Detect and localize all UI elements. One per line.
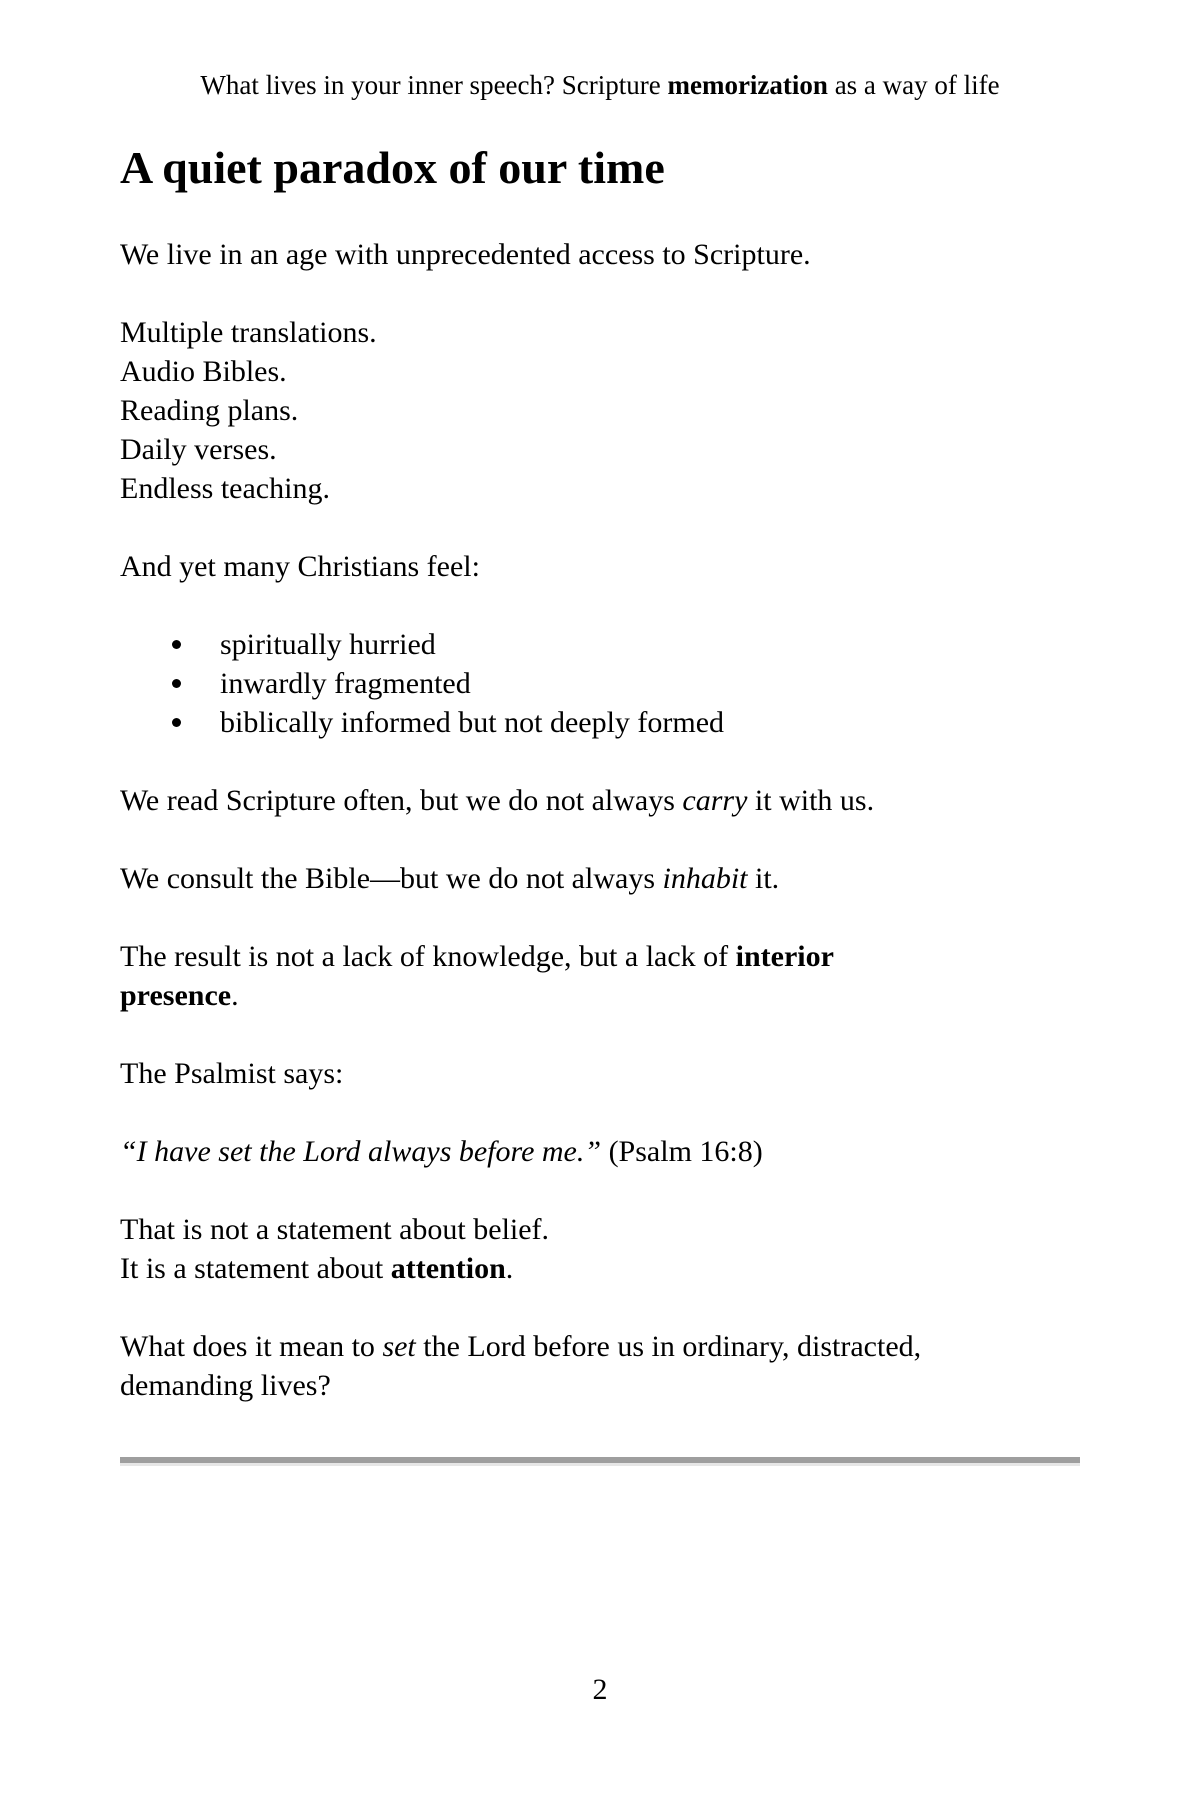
horizontal-rule-shadow (120, 1463, 1080, 1466)
stanza-line-3: Reading plans. (120, 394, 299, 427)
paragraph-inhabit (120, 859, 1080, 898)
paragraph-carry (120, 781, 1080, 820)
paragraph-result (120, 937, 1080, 1015)
bullet-dot-icon (172, 640, 181, 649)
header-text-before: What lives in your inner speech? Scripture (200, 70, 668, 100)
inhabit-italic: inhabit (662, 862, 748, 895)
stanza-line-2: Audio Bibles. (120, 355, 287, 388)
page-title: A quiet paradox of our time (120, 142, 665, 193)
carry-text-before: We read Scripture often, but we do not always (120, 784, 683, 817)
bullet-dot-icon (172, 679, 181, 688)
running-header (120, 70, 1080, 100)
list-item (120, 703, 1080, 742)
result-text-after: . (231, 979, 239, 1012)
page-number: 2 (592, 1673, 608, 1706)
paragraph-quote (120, 1132, 1080, 1171)
list-item (120, 625, 1080, 664)
header-text-bold: memorization (667, 70, 828, 100)
paragraph-psalmist: The Psalmist says: (120, 1057, 344, 1090)
question-text-line2: demanding lives? (120, 1369, 331, 1402)
belief-bold: attention (390, 1252, 506, 1285)
stanza-line-1: Multiple translations. (120, 316, 377, 349)
header-text-after: as a way of life (827, 70, 1000, 100)
result-text-before: The result is not a lack of knowledge, but a lack of (120, 940, 736, 973)
question-text-before: What does it mean to (120, 1330, 383, 1363)
inhabit-text-after: it. (747, 862, 780, 895)
result-bold-line1: interior (735, 940, 834, 973)
list-item-label: inwardly fragmented (220, 667, 471, 700)
page-footer (120, 1670, 1080, 1709)
paragraph-feel-intro: And yet many Christians feel: (120, 550, 480, 583)
paragraph-question (120, 1327, 1080, 1405)
carry-italic: carry (682, 784, 748, 817)
quote-reference: (Psalm 16:8) (601, 1135, 763, 1168)
carry-text-after: it with us. (747, 784, 875, 817)
list-item (120, 664, 1080, 703)
result-bold-line2: presence (120, 979, 232, 1012)
inhabit-text-before: We consult the Bible—but we do not always (120, 862, 663, 895)
quote-italic: “I have set the Lord always before me.” (120, 1135, 602, 1168)
paragraph-belief (120, 1210, 1080, 1288)
feel-list (120, 625, 1080, 742)
list-item-label: biblically informed but not deeply formed (220, 706, 725, 739)
belief-line2-before: It is a statement about (120, 1252, 391, 1285)
belief-line1: That is not a statement about belief. (120, 1213, 550, 1246)
question-italic: set (382, 1330, 416, 1363)
bullet-dot-icon (172, 718, 181, 727)
stanza-line-4: Daily verses. (120, 433, 277, 466)
paragraph-intro: We live in an age with unprecedented access to Scripture. (120, 238, 811, 271)
paragraph-stanza (120, 313, 1080, 508)
question-text-line1: the Lord before us in ordinary, distracted, (415, 1330, 922, 1363)
list-item-label: spiritually hurried (220, 628, 436, 661)
belief-line2-after: . (505, 1252, 514, 1285)
stanza-line-5: Endless teaching. (120, 472, 330, 505)
